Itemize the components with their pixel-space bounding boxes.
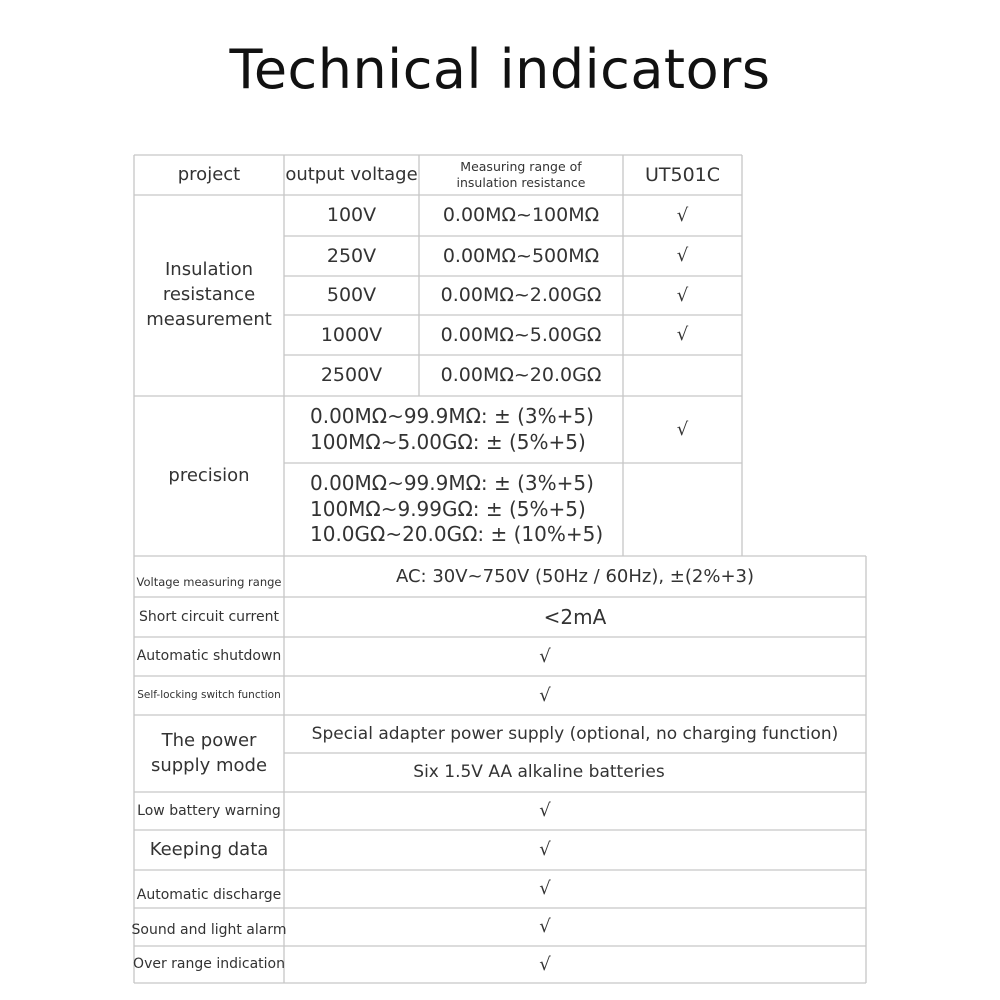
feature-value-low-battery: √ xyxy=(539,800,551,822)
precision-check-1: √ xyxy=(676,418,689,440)
spec-label-self-locking: Self-locking switch function xyxy=(137,688,281,701)
insulation-check-5 xyxy=(623,355,742,396)
header-measuring-range-line2: insulation resistance xyxy=(456,175,586,190)
power-option-adapter: Special adapter power supply (optional, no charging function) xyxy=(311,723,839,744)
spec-label-voltage-range: Voltage measuring range xyxy=(136,575,282,590)
precision-group-1-line1: 0.00MΩ~99.9MΩ: ± (3%+5) xyxy=(310,403,594,428)
header-project: project xyxy=(177,164,241,186)
insulation-range-4: 0.00MΩ~5.00GΩ xyxy=(440,323,602,346)
insulation-label-line3: measurement xyxy=(146,308,272,330)
precision-group-2-line3: 10.0GΩ~20.0GΩ: ± (10%+5) xyxy=(310,522,604,547)
insulation-voltage-1: 100V xyxy=(326,204,377,227)
precision-label: precision xyxy=(168,465,250,487)
insulation-voltage-5: 2500V xyxy=(320,364,383,387)
power-label-line2: supply mode xyxy=(150,754,268,776)
feature-label-low-battery: Low battery warning xyxy=(137,802,281,819)
insulation-check-4: √ xyxy=(676,324,689,346)
spec-label-auto-shutdown: Automatic shutdown xyxy=(136,648,282,665)
feature-label-keeping-data: Keeping data xyxy=(149,839,269,861)
spec-value-short-circuit: <2mA xyxy=(543,605,607,629)
insulation-voltage-3: 500V xyxy=(326,284,377,307)
precision-group-2 xyxy=(284,463,623,556)
feature-value-keeping-data: √ xyxy=(539,839,551,861)
precision-group-1-line2: 100MΩ~5.00GΩ: ± (5%+5) xyxy=(310,429,586,454)
insulation-range-5: 0.00MΩ~20.0GΩ xyxy=(440,364,602,387)
feature-label-alarm: Sound and light alarm xyxy=(131,921,287,938)
precision-group-1 xyxy=(284,396,623,463)
insulation-range-3: 0.00MΩ~2.00GΩ xyxy=(440,284,602,307)
feature-label-over-range: Over range indication xyxy=(133,956,285,973)
power-label xyxy=(134,715,284,792)
power-option-batteries: Six 1.5V AA alkaline batteries xyxy=(413,762,665,783)
insulation-label-line2: resistance xyxy=(162,284,256,306)
power-label-line1: The power xyxy=(161,729,257,751)
insulation-range-2: 0.00MΩ~500MΩ xyxy=(442,244,600,267)
feature-value-over-range: √ xyxy=(539,953,551,975)
precision-check-2 xyxy=(623,463,742,556)
header-measuring-range xyxy=(419,155,623,195)
feature-label-auto-discharge: Automatic discharge xyxy=(136,886,282,903)
insulation-check-3: √ xyxy=(676,284,689,306)
spec-value-voltage-range: AC: 30V~750V (50Hz / 60Hz), ±(2%+3) xyxy=(395,565,755,587)
precision-group-2-line1: 0.00MΩ~99.9MΩ: ± (3%+5) xyxy=(310,471,594,496)
insulation-voltage-2: 250V xyxy=(326,244,377,267)
insulation-check-1: √ xyxy=(676,204,689,226)
insulation-label-line1: Insulation xyxy=(164,259,253,281)
feature-value-auto-discharge: √ xyxy=(539,878,551,900)
precision-group-2-line2: 100MΩ~9.99GΩ: ± (5%+5) xyxy=(310,496,586,521)
insulation-range-1: 0.00MΩ~100MΩ xyxy=(442,204,600,227)
spec-label-short-circuit: Short circuit current xyxy=(139,608,279,625)
header-output-voltage: output voltage xyxy=(285,164,418,186)
header-measuring-range-line1: Measuring range of xyxy=(460,159,582,175)
insulation-voltage-4: 1000V xyxy=(320,323,383,346)
spec-value-self-locking: √ xyxy=(539,684,551,706)
insulation-check-2: √ xyxy=(676,245,689,267)
feature-value-alarm: √ xyxy=(539,916,551,938)
page-title: Technical indicators xyxy=(229,38,771,101)
header-model: UT501C xyxy=(644,163,721,186)
insulation-label xyxy=(134,195,284,396)
spec-value-auto-shutdown: √ xyxy=(539,645,551,667)
